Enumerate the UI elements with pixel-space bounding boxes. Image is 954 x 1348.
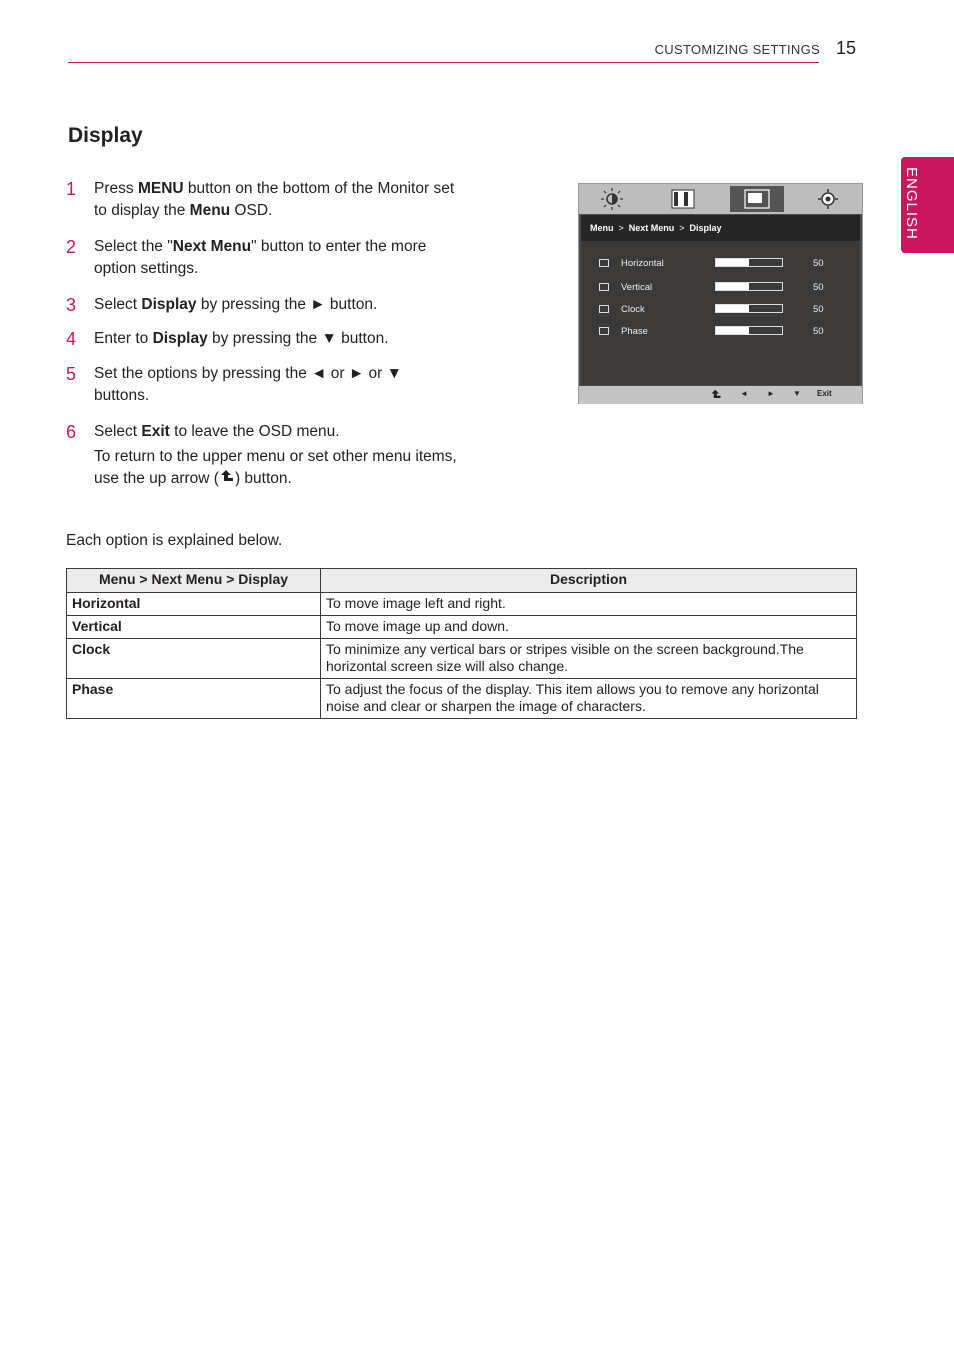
option-name: Horizontal xyxy=(67,593,321,616)
table-row xyxy=(67,593,857,616)
osd-item-value: 50 xyxy=(813,326,824,337)
step-line: option settings. xyxy=(94,260,199,277)
breadcrumb-menu: Menu xyxy=(590,223,614,233)
table-row xyxy=(67,679,857,719)
step-3 xyxy=(66,294,496,316)
right-key-icon[interactable]: ► xyxy=(767,389,775,398)
table-row xyxy=(67,616,857,639)
step-line: Enter to Display by pressing the ▼ button. xyxy=(94,330,389,347)
color-icon xyxy=(658,186,708,212)
step-line: Press MENU button on the bottom of the Monitor set xyxy=(94,180,455,197)
osd-item-vertical[interactable] xyxy=(581,280,860,296)
step-4 xyxy=(66,328,496,350)
step-number: 3 xyxy=(66,295,77,315)
osd-tab-bar xyxy=(579,184,862,214)
note-line xyxy=(94,468,496,490)
step-text xyxy=(94,328,496,350)
osd-item-label: Phase xyxy=(621,326,648,337)
step-1 xyxy=(66,178,496,222)
column-header: Description xyxy=(321,569,857,593)
steps-list xyxy=(66,178,496,490)
osd-slider-fill xyxy=(716,283,749,290)
breadcrumb-separator: > xyxy=(679,223,685,233)
settings-icon xyxy=(803,186,853,212)
osd-settings-list xyxy=(581,241,860,385)
osd-item-label: Horizontal xyxy=(621,258,664,269)
osd-slider-fill xyxy=(716,259,749,266)
phase-icon xyxy=(599,327,609,335)
osd-slider[interactable] xyxy=(715,282,783,291)
intro-text: Each option is explained below. xyxy=(66,532,283,549)
vertical-icon xyxy=(599,283,609,291)
osd-slider[interactable] xyxy=(715,258,783,267)
step-6 xyxy=(66,421,496,490)
language-tab-label: ENGLISH xyxy=(903,167,920,240)
osd-item-label: Vertical xyxy=(621,282,653,293)
osd-tab-display[interactable] xyxy=(730,186,784,212)
note-prefix: use the up arrow ( xyxy=(94,470,219,487)
osd-slider-fill xyxy=(716,305,749,312)
exit-key[interactable]: Exit xyxy=(817,389,832,398)
option-name: Clock xyxy=(67,639,321,679)
step-text xyxy=(94,421,496,443)
osd-item-horizontal[interactable] xyxy=(581,256,860,272)
section-title: Display xyxy=(68,124,143,147)
column-header: Menu > Next Menu > Display xyxy=(67,569,321,593)
option-description: To move image up and down. xyxy=(321,616,857,639)
step-2 xyxy=(66,236,496,280)
display-icon xyxy=(730,186,784,212)
option-description: To move image left and right. xyxy=(321,593,857,616)
breadcrumb-display: Display xyxy=(689,223,722,233)
step-line: Select the "Next Menu" button to enter the more xyxy=(94,238,427,255)
osd-slider-fill xyxy=(716,327,749,334)
step-text xyxy=(94,294,496,316)
options-table xyxy=(66,568,857,719)
osd-breadcrumb xyxy=(581,215,860,241)
up-arrow-icon[interactable] xyxy=(710,389,722,401)
osd-slider[interactable] xyxy=(715,326,783,335)
step-text xyxy=(94,178,496,222)
header-rule xyxy=(68,62,819,63)
step-6-note xyxy=(94,446,496,490)
option-name: Vertical xyxy=(67,616,321,639)
table-row xyxy=(67,639,857,679)
osd-item-value: 50 xyxy=(813,282,824,293)
breadcrumb-next-menu: Next Menu xyxy=(628,223,675,233)
left-key-icon[interactable]: ◄ xyxy=(740,389,748,398)
osd-button-bar xyxy=(579,386,862,404)
up-arrow-icon xyxy=(219,469,235,485)
step-line: Select Display by pressing the ► button. xyxy=(94,296,378,313)
down-key-icon[interactable]: ▼ xyxy=(793,389,801,398)
step-line: Set the options by pressing the ◄ or ► or ▼ xyxy=(94,365,402,382)
osd-item-phase[interactable] xyxy=(581,324,860,340)
note-line: To return to the upper menu or set other menu items, xyxy=(94,448,457,465)
step-text xyxy=(94,363,496,407)
breadcrumb-separator: > xyxy=(618,223,624,233)
step-number: 1 xyxy=(66,179,77,199)
running-header: CUSTOMIZING SETTINGS xyxy=(654,42,820,57)
note-suffix: ) button. xyxy=(234,470,292,487)
osd-item-label: Clock xyxy=(621,304,645,315)
osd-tab-color[interactable] xyxy=(658,186,708,212)
step-5 xyxy=(66,363,496,407)
language-tab xyxy=(901,157,954,253)
page-number: 15 xyxy=(836,38,857,58)
option-description: To minimize any vertical bars or stripes visible on the screen background.The horizontal screen size will also change. xyxy=(321,639,857,679)
osd-screenshot xyxy=(578,183,863,404)
step-text xyxy=(94,236,496,280)
osd-slider[interactable] xyxy=(715,304,783,313)
step-number: 2 xyxy=(66,237,77,257)
step-line: to display the Menu OSD. xyxy=(94,202,273,219)
osd-tab-brightness[interactable] xyxy=(587,186,637,212)
brightness-icon xyxy=(587,186,637,212)
step-line: Select Exit to leave the OSD menu. xyxy=(94,423,340,440)
step-number: 4 xyxy=(66,329,77,349)
table-header-row xyxy=(67,569,857,593)
step-number: 6 xyxy=(66,422,77,442)
osd-tab-settings[interactable] xyxy=(803,186,853,212)
osd-item-value: 50 xyxy=(813,304,824,315)
osd-item-value: 50 xyxy=(813,258,824,269)
horizontal-icon xyxy=(599,259,609,267)
option-description: To adjust the focus of the display. This item allows you to remove any horizontal noise and clear or sharpen the image of characters. xyxy=(321,679,857,719)
step-number: 5 xyxy=(66,364,77,384)
step-line: buttons. xyxy=(94,387,150,404)
option-name: Phase xyxy=(67,679,321,719)
clock-icon xyxy=(599,305,609,313)
osd-item-clock[interactable] xyxy=(581,302,860,318)
